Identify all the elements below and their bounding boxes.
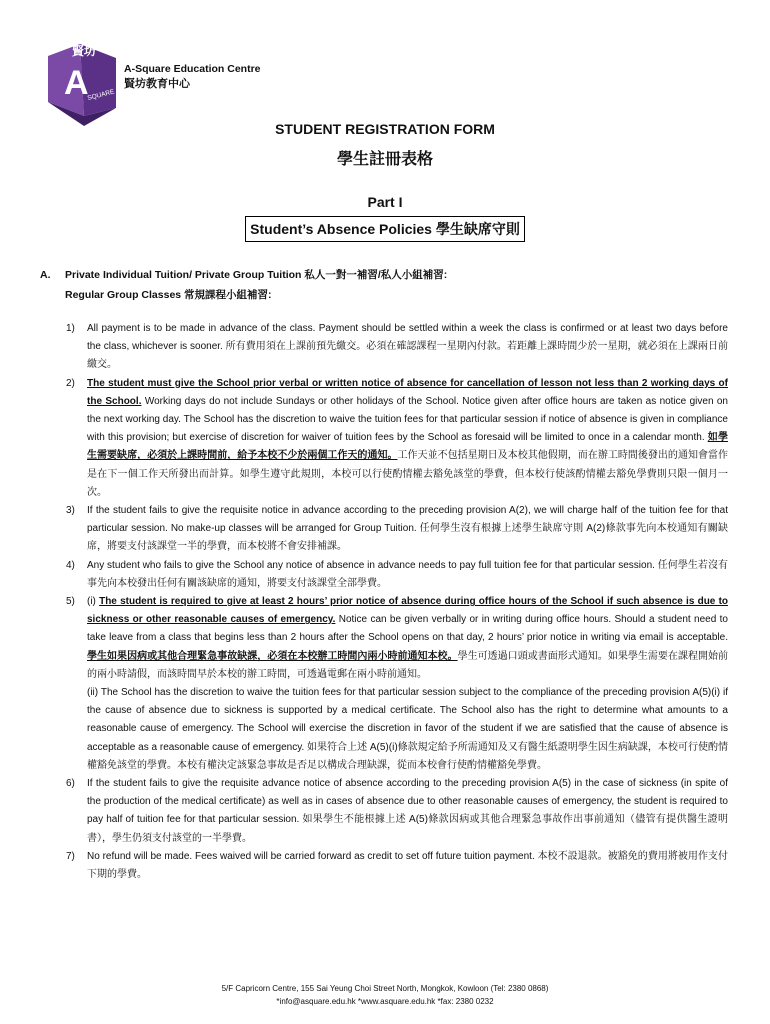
- policy-list: [66, 320, 728, 884]
- policy-item: [66, 502, 728, 557]
- form-title-zh: 學生註冊表格: [336, 151, 433, 168]
- policy-item-number: 6): [66, 778, 75, 790]
- policy-item: [66, 775, 728, 848]
- footer-address: 5/F Capricorn Centre, 155 Sai Yeung Choi Street North, Mongkok, Kowloon (Tel: 2380 0868): [221, 984, 549, 993]
- section-a-label: A.: [40, 269, 51, 281]
- policy-item-number: 2): [66, 377, 75, 389]
- policy-text: If the student fails to give the requisite advance notice of absence according to the preceding provision A(5) in the case of sickness (in spite of the production of the medical certificate) as well as in cases of absence due to other reasonable causes of emergency, the student is required to pay half of tuition fee for that particular session. 如果學生不能根據上述 A(5)條款因病或其他合理緊急事故作出事前通知（儘管有提供醫生證明書），學生仍須支付該堂的一半學費。: [87, 778, 728, 844]
- policy-text: (i): [87, 596, 100, 608]
- policy-item-number: 3): [66, 505, 75, 517]
- logo-letter: A: [64, 64, 89, 102]
- policy-item: [66, 320, 728, 375]
- policy-emphasis-text: 學生如果因病或其他合理緊急事故缺課，必須在本校辦工時間內兩小時前通知本校。: [87, 650, 458, 662]
- policy-text: All payment is to be made in advance of the class. Payment should be settled within a week the class is confirmed or at least two days before the class, whichever is sooner. 所有費用須在上課前預先繳交。必須在確認課程一星期內付款。若距離上課時間少於一星期，就必須在上課兩日前繳交。: [87, 323, 728, 371]
- policy-emphasis-text: The student must give the School prior verbal or written notice of absence for cancellation of lesson not less than 2 working days of the School.: [87, 377, 728, 407]
- part-heading: Part I: [367, 194, 403, 210]
- policy-item-number: 7): [66, 850, 75, 862]
- footer-contact: *info@asquare.edu.hk *www.asquare.edu.hk *fax: 2380 0232: [276, 997, 494, 1006]
- logo-side-text: SQUARE: [86, 88, 116, 102]
- policy-item-number: 5): [66, 596, 75, 608]
- policy-item-number: 4): [66, 559, 75, 571]
- footer: [0, 982, 770, 1008]
- policy-emphasis-text: 如學生需要缺席，必須於上課時間前，給予本校不少於兩個工作天的通知。: [87, 432, 729, 462]
- policy-item: [66, 375, 728, 502]
- section-heading-box: Student’s Absence Policies 學生缺席守則: [245, 216, 525, 242]
- section-a-line-1: Private Individual Tuition/ Private Group Tuition 私人一對一補習/私人小組補習:: [65, 269, 448, 281]
- organization-name: [124, 62, 261, 92]
- policy-text: No refund will be made. Fees waived will be carried forward as credit to set off future tuition payment. 本校不設退款。被豁免的費用將被用作支付下期的學費。: [87, 850, 728, 881]
- company-logo: [44, 42, 124, 128]
- policy-item: [66, 593, 728, 775]
- org-name-en: A-Square Education Centre: [124, 63, 261, 75]
- policy-item-number: 1): [66, 323, 75, 334]
- policy-subclause: (ii) The School has the discretion to waive the tuition fees for that particular session subject to the compliance of the preceding provision A(5)(i) if the cause of absence due to sickness is supported by a medical certificate. The School also has the right to determine what amounts to a reasonable cause of emergency. The School will exercise the discretion in favor of the student if we are satisfied that the cause of absence is acceptable as a reasonable cause of emergency. 如果符合上述 A(5)(i)條款規定給予所需通知及又有醫生紙證明學生因生病缺課，本校可行使酌情權豁免該堂的學費。本校有權決定該緊急事故是否足以構成合理缺課，從而本校會行使酌情權豁免學費。: [87, 687, 728, 771]
- policy-text: If the student fails to give the requisite notice in advance according to the preceding provision A(2), we will charge half of the tuition fee for that particular session. No make-up classes will be arranged for Group Tuition. 任何學生沒有根據上述學生缺席守則 A(2)條款事先向本校通知有關缺席，將要支付該課堂一半的學費，而本校將不會安排補課。: [87, 505, 728, 553]
- policy-text: Working days do not include Sundays or other holidays of the School. Notice given after office hours are taken as notice given on the next working day. The School has the discretion to waive the tuition fees for that particular session if notice of absence is given in compliance with this provision; but exercise of discretion for waiver of tuition fees by the School as foresaid will be limited to once in a calendar month.: [87, 395, 728, 444]
- policy-text: 工作天並不包括星期日及本校其他假期，而在辦工時間後發出的通知會當作是在下一個工作天所發出而計算。如學生遵守此規則，本校可以行使酌情權去豁免該堂的學費，但本校行使該酌情權去豁免學費則只限一個月一次。: [87, 450, 729, 498]
- policy-text: Notice can be given verbally or in writing during office hours. Should a student need to take leave from a class that begins less than 2 hours after the School opens on that day, 2 hours’ prior notice in writing via email is acceptable.: [87, 614, 728, 644]
- policy-text: 學生可透過口頭或書面形式通知。如果學生需要在課程開始前的兩小時請假，而該時間早於本校的辦工時間，可透過電郵在兩小時前通知。: [87, 650, 729, 680]
- policy-item: [66, 848, 728, 884]
- section-a-line-2: Regular Group Classes 常規課程小組補習:: [65, 289, 272, 301]
- policy-item: [66, 557, 728, 593]
- logo-chinese: 賢坊: [72, 44, 97, 58]
- policy-emphasis-text: The student is required to give at least 2 hours’ prior notice of absence during office hours of the School if such absence is due to sickness or other reasonable causes of emergency.: [87, 596, 729, 626]
- org-name-zh: 賢坊教育中心: [124, 78, 190, 90]
- form-title-en: STUDENT REGISTRATION FORM: [275, 121, 495, 137]
- policy-text: Any student who fails to give the School any notice of absence in advance needs to pay full tuition fee for that particular session. 任何學生若沒有事先向本校發出任何有關該缺席的通知，將要支付該課堂全部學費。: [87, 559, 728, 589]
